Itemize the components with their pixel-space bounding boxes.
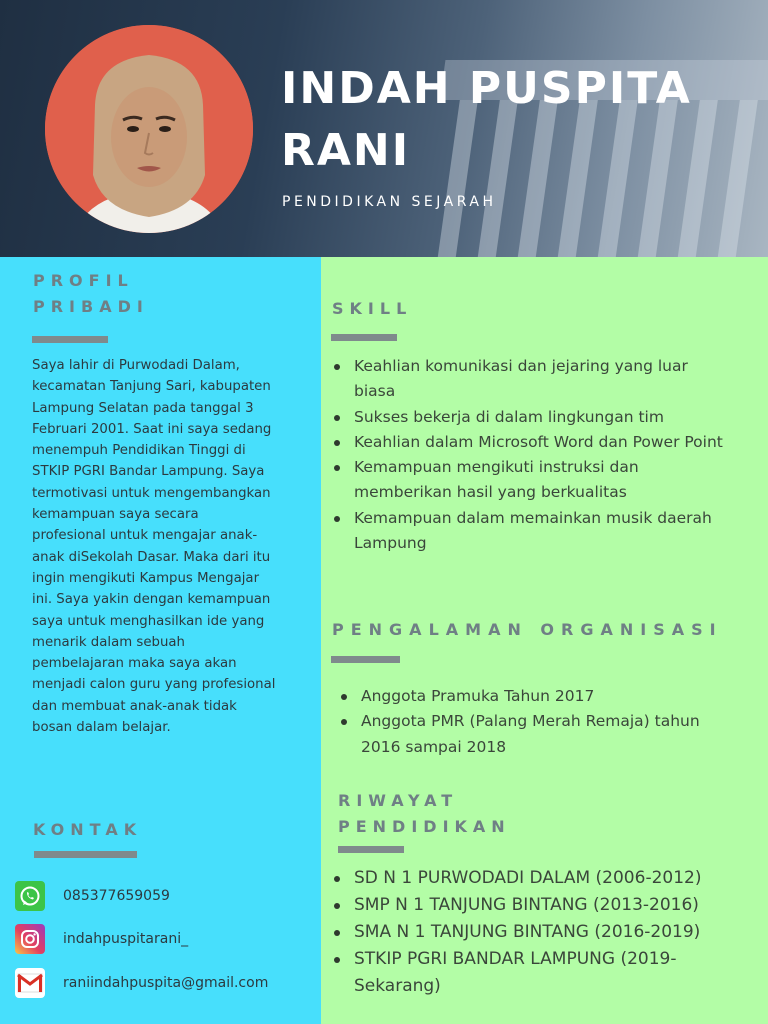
list-item: Keahlian komunikasi dan jejaring yang luar biasa (332, 354, 732, 405)
instagram-handle: indahpuspitarani_ (63, 931, 189, 947)
skill-divider (331, 334, 397, 341)
contact-instagram[interactable] (15, 923, 189, 955)
list-item: SD N 1 PURWODADI DALAM (2006-2012) (332, 865, 742, 892)
contact-heading: KONTAK (33, 820, 143, 839)
portrait-image (45, 25, 253, 233)
list-item: Anggota PMR (Palang Merah Remaja) tahun 2016 sampai 2018 (339, 709, 739, 760)
list-item: SMP N 1 TANJUNG BINTANG (2013-2016) (332, 892, 742, 919)
person-subtitle: PENDIDIKAN SEJARAH (282, 194, 497, 210)
contact-divider (34, 851, 137, 858)
profile-photo (45, 25, 253, 233)
profile-heading: PROFIL PRIBADI (33, 271, 149, 316)
list-item: Sukses bekerja di dalam lingkungan tim (332, 405, 732, 430)
whatsapp-icon (15, 881, 45, 911)
phone-number: 085377659059 (63, 888, 170, 904)
list-item: STKIP PGRI BANDAR LAMPUNG (2019-Sekarang) (332, 946, 742, 1000)
organization-heading: PENGALAMAN ORGANISASI (332, 620, 723, 639)
list-item: SMA N 1 TANJUNG BINTANG (2016-2019) (332, 919, 742, 946)
list-item: Anggota Pramuka Tahun 2017 (339, 684, 739, 709)
profile-text: Saya lahir di Purwodadi Dalam, kecamatan Tanjung Sari, kabupaten Lampung Selatan pada tanggal 3 Februari 2001. Saat ini saya sedang menempuh Pendidikan Tinggi di STKIP PGRI Bandar Lampung. Saya termotivasi untuk mengembangkan kemampuan saya secara profesional untuk mengajar anak-anak diSekolah Dasar. Maka dari itu ingin mengikuti Kampus Mengajar ini. Saya yakin dengan kemampuan saya untuk menghasilkan ide yang menarik dalam sebuah pembelajaran maka saya akan menjadi calon guru yang profesional dan membuat anak-anak tidak bosan dalam belajar. (32, 358, 276, 736)
contact-phone[interactable] (15, 880, 170, 912)
contact-email[interactable] (15, 967, 269, 999)
skill-list (332, 354, 732, 556)
skill-heading: SKILL (332, 299, 413, 318)
gmail-icon (15, 968, 45, 998)
education-list (332, 865, 742, 1000)
header-banner (0, 0, 768, 257)
person-name: INDAH PUSPITA RANI (281, 63, 692, 176)
organization-list (339, 684, 739, 760)
instagram-icon (15, 924, 45, 954)
education-heading: RIWAYAT PENDIDIKAN (338, 791, 511, 836)
email-address: raniindahpuspita@gmail.com (63, 975, 269, 991)
education-divider (338, 846, 404, 853)
profile-divider (32, 336, 108, 343)
list-item: Kemampuan mengikuti instruksi dan memberikan hasil yang berkualitas (332, 455, 732, 506)
list-item: Kemampuan dalam memainkan musik daerah Lampung (332, 506, 732, 557)
list-item: Keahlian dalam Microsoft Word dan Power Point (332, 430, 732, 455)
organization-divider (331, 656, 400, 663)
